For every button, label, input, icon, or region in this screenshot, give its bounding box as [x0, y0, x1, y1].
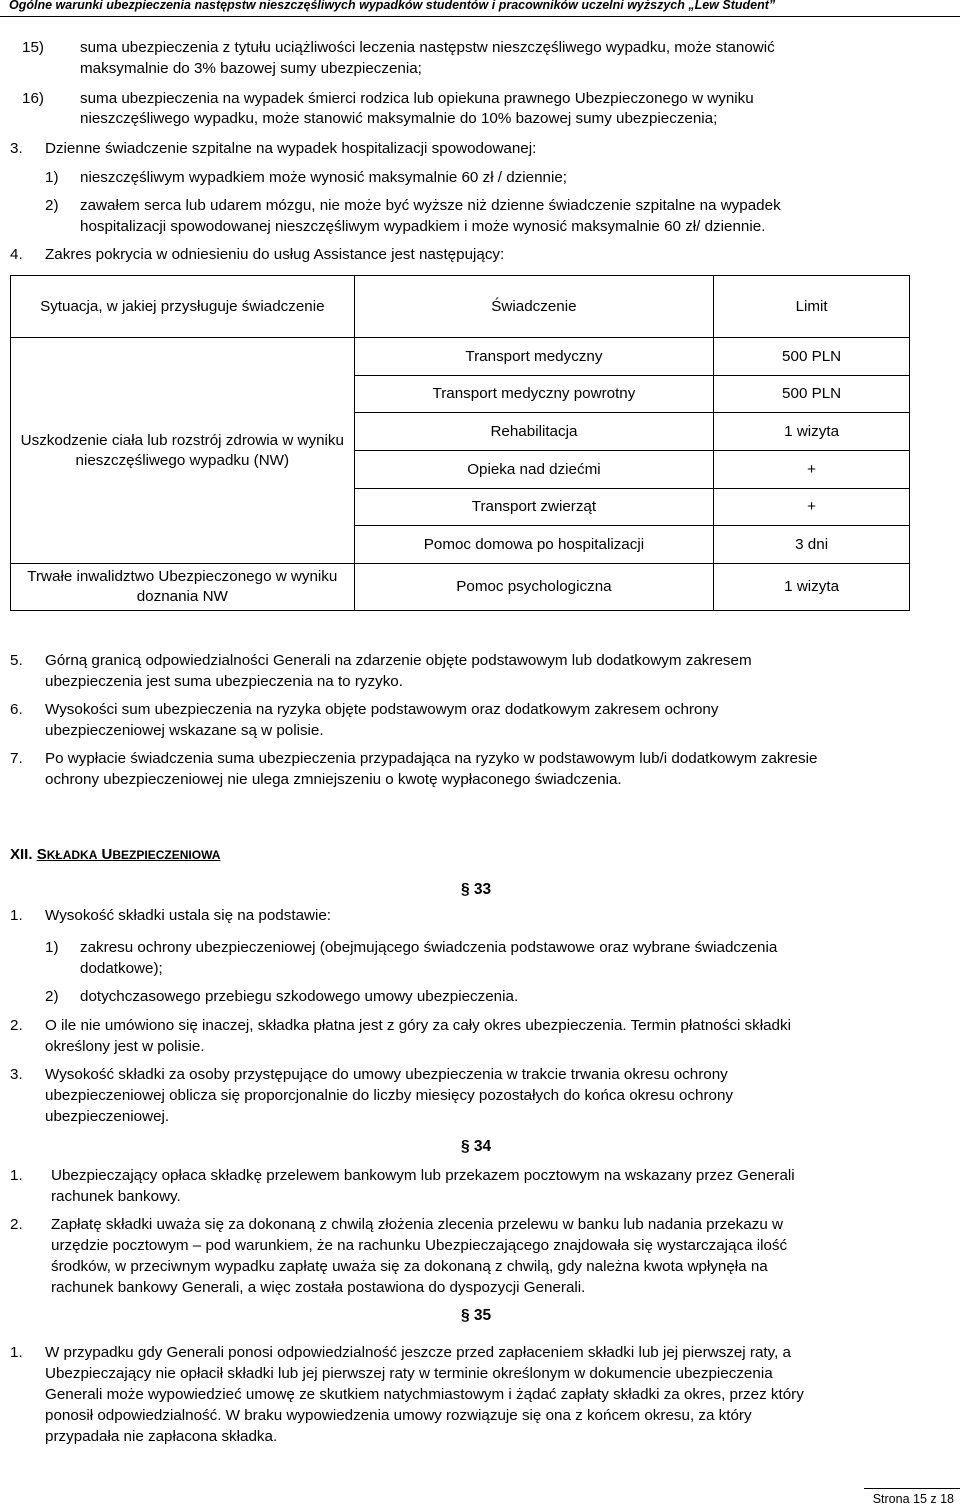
item-number: 7. [10, 750, 23, 767]
text-line: nieszczęśliwego wypadku, może stanowić maksymalnie do 10% bazowej sumy ubezpieczenia; [80, 110, 718, 127]
paragraph-label: § 35 [461, 1307, 492, 1324]
column-header: Sytuacja, w jakiej przysługuje świadczenie [11, 276, 355, 338]
text-line: środków, w przeciwnym wypadku zapłatę uważa się za dokonaną z chwilą, gdy należna kwota wpłynęła na [51, 1258, 768, 1275]
item-number: 3. [10, 1066, 23, 1083]
text-line: O ile nie umówiono się inaczej, składka płatna jest z góry za cały okres ubezpieczenia. Termin płatności składki [45, 1017, 791, 1034]
text-line: W przypadku gdy Generali ponosi odpowiedzialność jeszcze przed zapłaceniem składki lub jej pierwszej raty, a [45, 1344, 791, 1361]
limit-cell: 500 PLN [714, 376, 910, 413]
service-cell: Opieka nad dziećmi [354, 451, 714, 489]
text-line: suma ubezpieczenia z tytułu uciążliwości leczenia następstw nieszczęśliwego wypadku, może stanowić [80, 39, 775, 56]
text-line: dotychczasowego przebiegu szkodowego umowy ubezpieczenia. [80, 988, 519, 1005]
item-number: 1. [10, 1344, 23, 1361]
text-line: ponosił odpowiedzialność. W braku wypowiedzenia umowy rozwiązuje się ona z końcem okresu, za który [45, 1407, 752, 1424]
column-header: Limit [714, 276, 910, 338]
text-line: Dzienne świadczenie szpitalne na wypadek hospitalizacji spowodowanej: [45, 140, 537, 157]
text-line: Górną granicą odpowiedzialności Generali na zdarzenie objęte podstawowym lub dodatkowym zakresem [45, 652, 752, 669]
table-header-row [11, 276, 910, 338]
item-number: 3. [10, 140, 23, 157]
assistance-table [10, 275, 910, 611]
section-title: SKŁADKA UBEZPIECZENIOWA [36, 846, 221, 863]
text-line: urzędzie pocztowym – pod warunkiem, że na rachunku Ubezpieczającego znajdowała się wystarczająca ilość [51, 1237, 788, 1254]
text-line: Ubezpieczający nie opłacił składki lub jej pierwszej raty w terminie określonym w dokumencie ubezpieczenia [45, 1365, 773, 1382]
column-header: Świadczenie [354, 276, 714, 338]
text-line: Generali może wypowiedzieć umowę ze skutkiem natychmiastowym i żądać zapłaty składki za okres, przez który [45, 1386, 804, 1403]
header-title: Ogólne warunki ubezpieczenia następstw nieszczęśliwych wypadków studentów i pracowników uczelni wyższych „Lew Student” [9, 0, 776, 12]
section-number: XII. [10, 846, 33, 863]
text-line: określony jest w polisie. [45, 1038, 205, 1055]
text-line: Po wypłacie świadczenia suma ubezpieczenia przypadająca na ryzyko w podstawowym lub/i dodatkowym zakresie [45, 750, 818, 767]
situation-cell: Uszkodzenie ciała lub rozstrój zdrowia w wyniku nieszczęśliwego wypadku (NW) [11, 338, 355, 564]
item-number: 1) [45, 939, 59, 956]
text-line: Wysokość składki ustala się na podstawie: [45, 907, 332, 924]
page-number: Strona 15 z 18 [872, 1492, 954, 1506]
item-number: 16) [22, 90, 44, 107]
text-line: ubezpieczenia jest suma ubezpieczenia na to ryzyko. [45, 673, 403, 690]
limit-cell: 3 dni [714, 526, 910, 564]
paragraph-label: § 34 [461, 1138, 492, 1155]
service-cell: Transport zwierząt [354, 489, 714, 526]
text-line: ubezpieczeniowej. [45, 1108, 170, 1125]
text-line: suma ubezpieczenia na wypadek śmierci rodzica lub opiekuna prawnego Ubezpieczonego w wyniku [80, 90, 754, 107]
paragraph-label: § 33 [461, 881, 492, 898]
text-line: Zakres pokrycia w odniesieniu do usług Assistance jest następujący: [45, 246, 505, 263]
item-number: 2. [10, 1216, 23, 1233]
item-number: 1) [45, 169, 59, 186]
situation-cell: Trwałe inwalidztwo Ubezpieczonego w wyniku doznania NW [11, 564, 355, 611]
service-cell: Pomoc domowa po hospitalizacji [354, 526, 714, 564]
page-footer [864, 1488, 960, 1507]
item-number: 4. [10, 246, 23, 263]
item-number: 5. [10, 652, 23, 669]
item-number: 15) [22, 39, 44, 56]
item-number: 1. [10, 1167, 23, 1184]
service-cell: Transport medyczny [354, 338, 714, 376]
text-line: rachunek bankowy. [51, 1188, 181, 1205]
item-number: 1. [10, 907, 23, 924]
text-line: hospitalizacji spowodowanej nieszczęśliwym wypadkiem i może wynosić maksymalnie 60 zł/ dziennie. [80, 218, 766, 235]
limit-cell: + [714, 451, 910, 489]
text-line: przypadała nie zapłacona składka. [45, 1428, 278, 1445]
item-number: 2. [10, 1017, 23, 1034]
table-row [11, 338, 910, 376]
text-line: zakresu ochrony ubezpieczeniowej (obejmującego świadczenia podstawowe oraz wybrane świadczenia [80, 939, 778, 956]
item-number: 2) [45, 988, 59, 1005]
text-line: maksymalnie do 3% bazowej sumy ubezpieczenia; [80, 60, 422, 77]
text-line: nieszczęśliwym wypadkiem może wynosić maksymalnie 60 zł / dziennie; [80, 169, 568, 186]
text-line: ubezpieczeniowej wskazane są w polisie. [45, 722, 324, 739]
service-cell: Rehabilitacja [354, 413, 714, 451]
service-cell: Transport medyczny powrotny [354, 376, 714, 413]
text-line: ubezpieczeniowej oblicza się proporcjonalnie do liczby miesięcy pozostałych do końca okresu ochrony [45, 1087, 734, 1104]
text-line: ochrony ubezpieczeniowej nie ulega zmniejszeniu o kwotę wypłaconego świadczenia. [45, 771, 622, 788]
limit-cell: 1 wizyta [714, 564, 910, 611]
text-line: rachunek bankowy Generali, a więc została postawiona do dyspozycji Generali. [51, 1279, 586, 1296]
limit-cell: + [714, 489, 910, 526]
table-row [11, 564, 910, 611]
running-header [0, 0, 960, 17]
text-line: Ubezpieczający opłaca składkę przelewem bankowym lub przekazem pocztowym na wskazany przez Generali [51, 1167, 795, 1184]
limit-cell: 500 PLN [714, 338, 910, 376]
text-line: zawałem serca lub udarem mózgu, nie może być wyższe niż dzienne świadczenie szpitalne na wypadek [80, 197, 781, 214]
text-line: Wysokość składki za osoby przystępujące do umowy ubezpieczenia w trakcie trwania okresu ochrony [45, 1066, 728, 1083]
item-number: 6. [10, 701, 23, 718]
text-line: Wysokości sum ubezpieczenia na ryzyka objęte podstawowym oraz dodatkowym zakresem ochrony [45, 701, 719, 718]
item-number: 2) [45, 197, 59, 214]
text-line: Zapłatę składki uważa się za dokonaną z chwilą złożenia zlecenia przelewu w banku lub nadania przekazu w [51, 1216, 783, 1233]
text-line: dodatkowe); [80, 960, 163, 977]
limit-cell: 1 wizyta [714, 413, 910, 451]
service-cell: Pomoc psychologiczna [354, 564, 714, 611]
section-heading [10, 846, 220, 863]
